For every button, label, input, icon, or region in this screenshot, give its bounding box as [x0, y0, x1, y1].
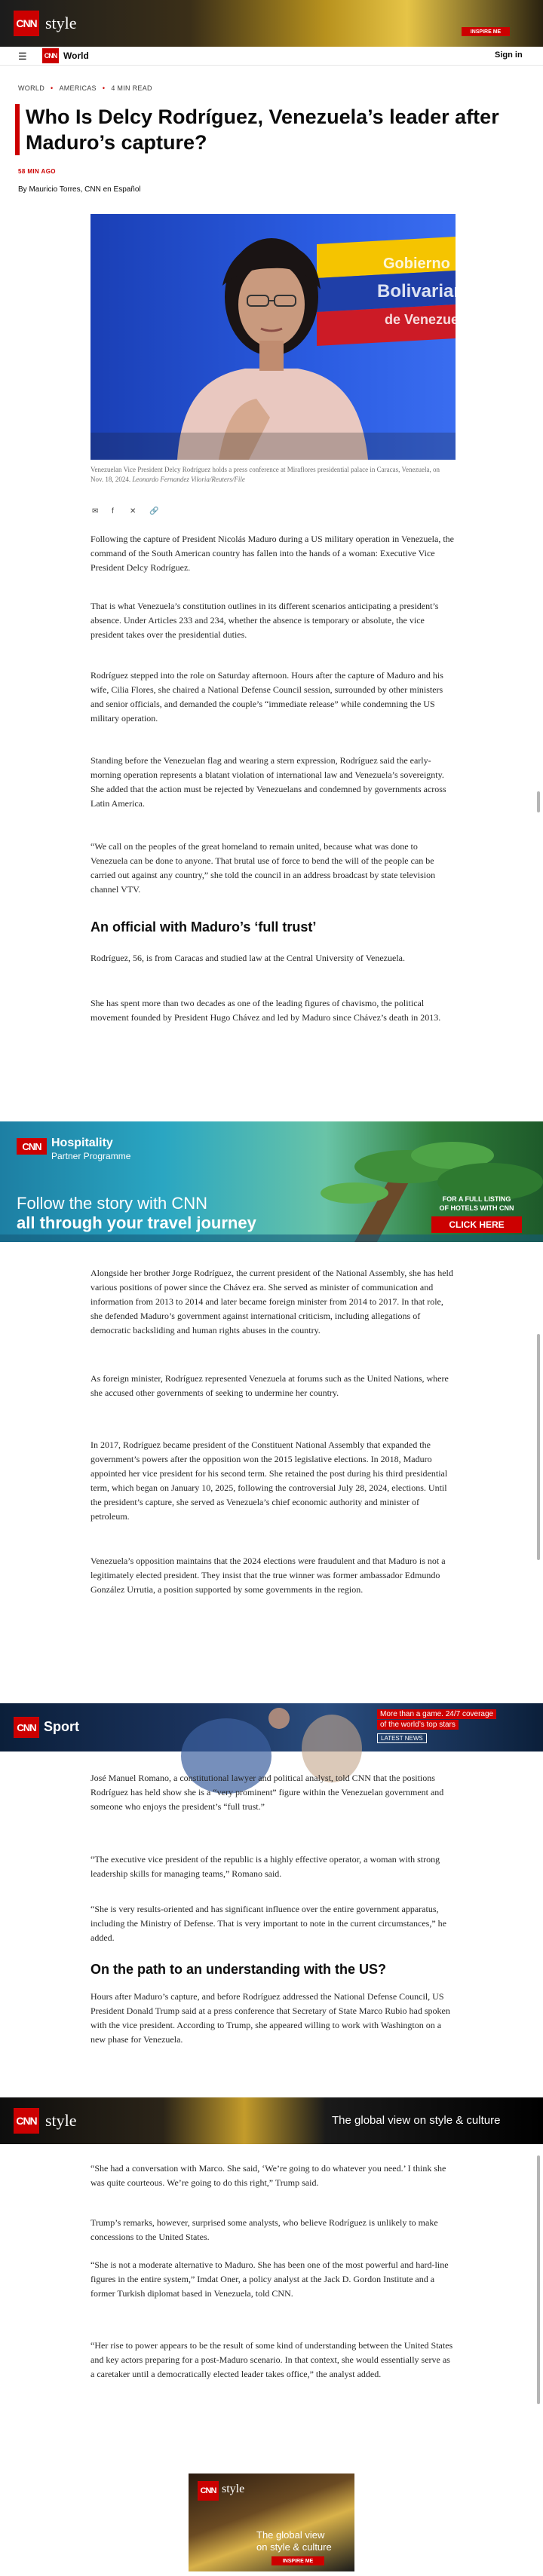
article-paragraph: As foreign minister, Rodríguez represented Venezuela at forums such as the United Nations, where she accused other governments of seeking to undermine her country. [90, 1373, 449, 1398]
sport-label: Sport [44, 1719, 79, 1734]
hotel-program-title: Hospitality [51, 1137, 113, 1149]
cnn-logo: CNN [14, 11, 39, 36]
article-paragraph: “She is very results-oriented and has significant influence over the entire government apparatus, including the Ministry of Defense. That is very important to note in the current circumstances,” he added. [90, 1904, 446, 1943]
caption-text: Venezuelan Vice President Delcy Rodríguez holds a press conference at Miraflores presidential palace in Caracas, Venezuela, on Nov. 18, 2024. [90, 466, 440, 483]
inspire-me-button[interactable]: INSPIRE ME [462, 27, 510, 36]
article-paragraph: Alongside her brother Jorge Rodríguez, the current president of the National Assembly, she has held various positions of power since the Chávez era. She served as minister of communication and information from 2013 to 2014 and later became foreign minister from 2014 to 2017. In that role, she defended Maduro’s government against international criticism, including allegations of democratic backsliding and human rights abuses in the country. [90, 1268, 453, 1335]
backdrop-text-3: de Venezuela [385, 312, 471, 327]
click-here-button[interactable]: CLICK HERE [431, 1216, 522, 1233]
article-paragraph: Trump’s remarks, however, surprised some analysts, who believe Rodríguez is unlikely to make concessions to the United States. [90, 2217, 438, 2242]
article-paragraph: That is what Venezuela’s constitution outlines in its different scenarios anticipating a president’s absence. Under Articles 233 and 234, whether the absence is temporary or absolute, the vice president takes over the presidential duties. [90, 601, 439, 640]
scrollbar-thumb[interactable] [537, 791, 540, 812]
article-paragraph: She has spent more than two decades as one of the leading figures of chavismo, the political movement founded by President Hugo Chávez and led by Maduro since Chávez’s death in 2013. [90, 998, 441, 1023]
headline-accent-bar [15, 104, 20, 155]
hotel-ad-side-text: FOR A FULL LISTING [442, 1195, 511, 1203]
article-paragraph: Following the capture of President Nicolás Maduro during a US military operation in Venezuela, the command of the South American country has fallen into the hands of a woman: Executive Vice President Delcy Rodríguez. [90, 534, 454, 573]
article-paragraph: “Her rise to power appears to be the result of some kind of understanding between the United States and key actors preparing for a post-Maduro scenario. In that context, she would essentially serve as a caretaker until a democratically elected leader takes office,” the analyst added. [90, 2340, 453, 2379]
style-label: style [45, 2111, 77, 2130]
lead-photo-art [90, 214, 476, 460]
article-paragraph: “She is not a moderate alternative to Maduro. She has been one of the most powerful and hard-line figures in the entire system,” Imdat Oner, a policy analyst at the Jack D. Gordon Institute and a former Turkish diplomat based in Venezuela, told CNN. [90, 2259, 449, 2299]
cnn-logo: CNN [14, 1717, 39, 1738]
page-title: Who Is Delcy Rodríguez, Venezuela’s leader after Maduro’s capture? [26, 106, 499, 154]
hotel-ad-tagline-bold: all through your travel journey [17, 1213, 256, 1232]
cnn-logo: CNN [17, 1138, 47, 1155]
breadcrumb-item-world[interactable]: WORLD [18, 84, 44, 92]
section-heading: On the path to an understanding with the US? [90, 1962, 386, 1977]
hotel-program-subtitle: Partner Programme [51, 1151, 131, 1161]
cnn-logo: CNN [14, 2108, 39, 2134]
section-title[interactable]: World [63, 50, 89, 61]
top-nav [0, 47, 543, 66]
cnn-logo: CNN [198, 2481, 219, 2501]
facebook-icon[interactable]: f [112, 507, 114, 516]
hotel-ad-side-text: OF HOTELS WITH CNN [439, 1204, 514, 1212]
inspire-me-button[interactable]: INSPIRE ME [272, 2556, 324, 2565]
style-box-line2: on style & culture [256, 2541, 332, 2553]
sport-ad-banner[interactable] [0, 1703, 543, 1751]
read-time: 4 MIN READ [111, 84, 152, 92]
article-paragraph: “The executive vice president of the republic is a highly effective operator, a woman with strong leadership skills for managing teams,” Romano said. [90, 1854, 440, 1879]
article-paragraph: Rodríguez stepped into the role on Saturday afternoon. Hours after the capture of Maduro and his wife, Cilia Flores, she chaired a National Defense Council session, surrounded by other ministers and senior officials, and demanded the couple’s “immediate release” while condemning the US military operation. [90, 670, 443, 724]
hotel-ad-tagline: Follow the story with CNN [17, 1194, 208, 1213]
article-paragraph: Hours after Maduro’s capture, and before Rodríguez addressed the National Defense Council, US President Donald Trump said at a press conference that Secretary of State Marco Rubio had spoken with the vice president. According to Trump, she appeared willing to work with Washington on a new phase for Venezuela. [90, 1991, 450, 2045]
backdrop-text-2: Bolivariano [377, 281, 476, 301]
sport-ad-line2: of the world’s top stars [377, 1720, 459, 1730]
style-ad-banner[interactable] [0, 2097, 543, 2144]
style-box-line1: The global view [256, 2529, 325, 2541]
link-icon[interactable]: 🔗 [149, 507, 159, 516]
breadcrumb [18, 84, 158, 92]
sport-ad-line1: More than a game. 24/7 coverage [377, 1709, 496, 1719]
breadcrumb-separator: • [51, 84, 54, 92]
photo-caption [90, 465, 445, 485]
section-heading: An official with Maduro’s ‘full trust’ [90, 919, 317, 935]
backdrop-text-1: Gobierno [383, 255, 450, 272]
updated-time: 58 MIN AGO [18, 168, 56, 175]
article-paragraph: José Manuel Romano, a constitutional lawyer and political analyst, told CNN that the positions Rodríguez has held show she is a “very prominent” figure within the Venezuelan government and someone who enjoys the president’s “full trust.” [90, 1773, 444, 1812]
lead-photo [90, 214, 476, 460]
scrollbar-thumb[interactable] [537, 2155, 540, 2404]
breadcrumb-item-americas[interactable]: AMERICAS [59, 84, 97, 92]
style-label: style [45, 14, 77, 32]
byline: By Mauricio Torres, CNN en Español [18, 185, 141, 194]
article-paragraph: “She had a conversation with Marco. She said, ‘We’re going to do whatever you need.’ I think she was quite courteous. We’re going to do this right,” Trump said. [90, 2163, 446, 2188]
hamburger-icon[interactable]: ☰ [18, 50, 27, 62]
article-paragraph: Standing before the Venezuelan flag and wearing a stern expression, Rodríguez said the early-morning operation represents a blatant violation of international law and Venezuela’s sovereignty. She added that the action must be rejected by Venezuelans and condemned by governments across Latin America. [90, 755, 446, 809]
photo-credit: Leonardo Fernandez Viloria/Reuters/File [132, 476, 245, 483]
article-paragraph: Rodríguez, 56, is from Caracas and studied law at the Central University of Venezuela. [90, 953, 405, 963]
style-label: style [222, 2483, 245, 2495]
email-icon[interactable]: ✉ [92, 507, 99, 516]
cnn-logo[interactable]: CNN [42, 48, 59, 63]
style-box-ad[interactable] [189, 2474, 354, 2571]
hotel-partner-ad[interactable] [0, 1121, 543, 1242]
latest-news-button[interactable]: LATEST NEWS [377, 1733, 427, 1743]
article-paragraph: “We call on the peoples of the great homeland to remain united, because what was done to Venezuela can be done to anyone. That brutal use of force to bend the will of the people can be carried out against any country,” she told the council in an address broadcast by state television channel VTV. [90, 841, 436, 895]
scrollbar-thumb[interactable] [537, 1334, 540, 1560]
top-ad-banner[interactable] [0, 0, 543, 47]
article-paragraph: In 2017, Rodríguez became president of the Constituent National Assembly that expanded the government’s powers after the opposition won the 2015 legislative elections. In 2018, Maduro appointed her vice president for his second term. She retained the post during his third presidential term, which began on January 10, 2025, following the controversial July 28, 2024, elections. Until the president’s capture, she served as Venezuela’s chief economic authority and minister of petroleum. [90, 1439, 448, 1522]
article-paragraph: Venezuela’s opposition maintains that the 2024 elections were fraudulent and that Maduro is not a legitimately elected president. They insist that the true winner was former ambassador Edmundo González Urrutia, a position supported by some governments in the region. [90, 1556, 446, 1595]
style-ad-tagline: The global view on style & culture [332, 2114, 501, 2127]
x-icon[interactable]: ✕ [130, 507, 137, 516]
breadcrumb-separator: • [102, 84, 106, 92]
sign-in-link[interactable]: Sign in [495, 50, 523, 60]
